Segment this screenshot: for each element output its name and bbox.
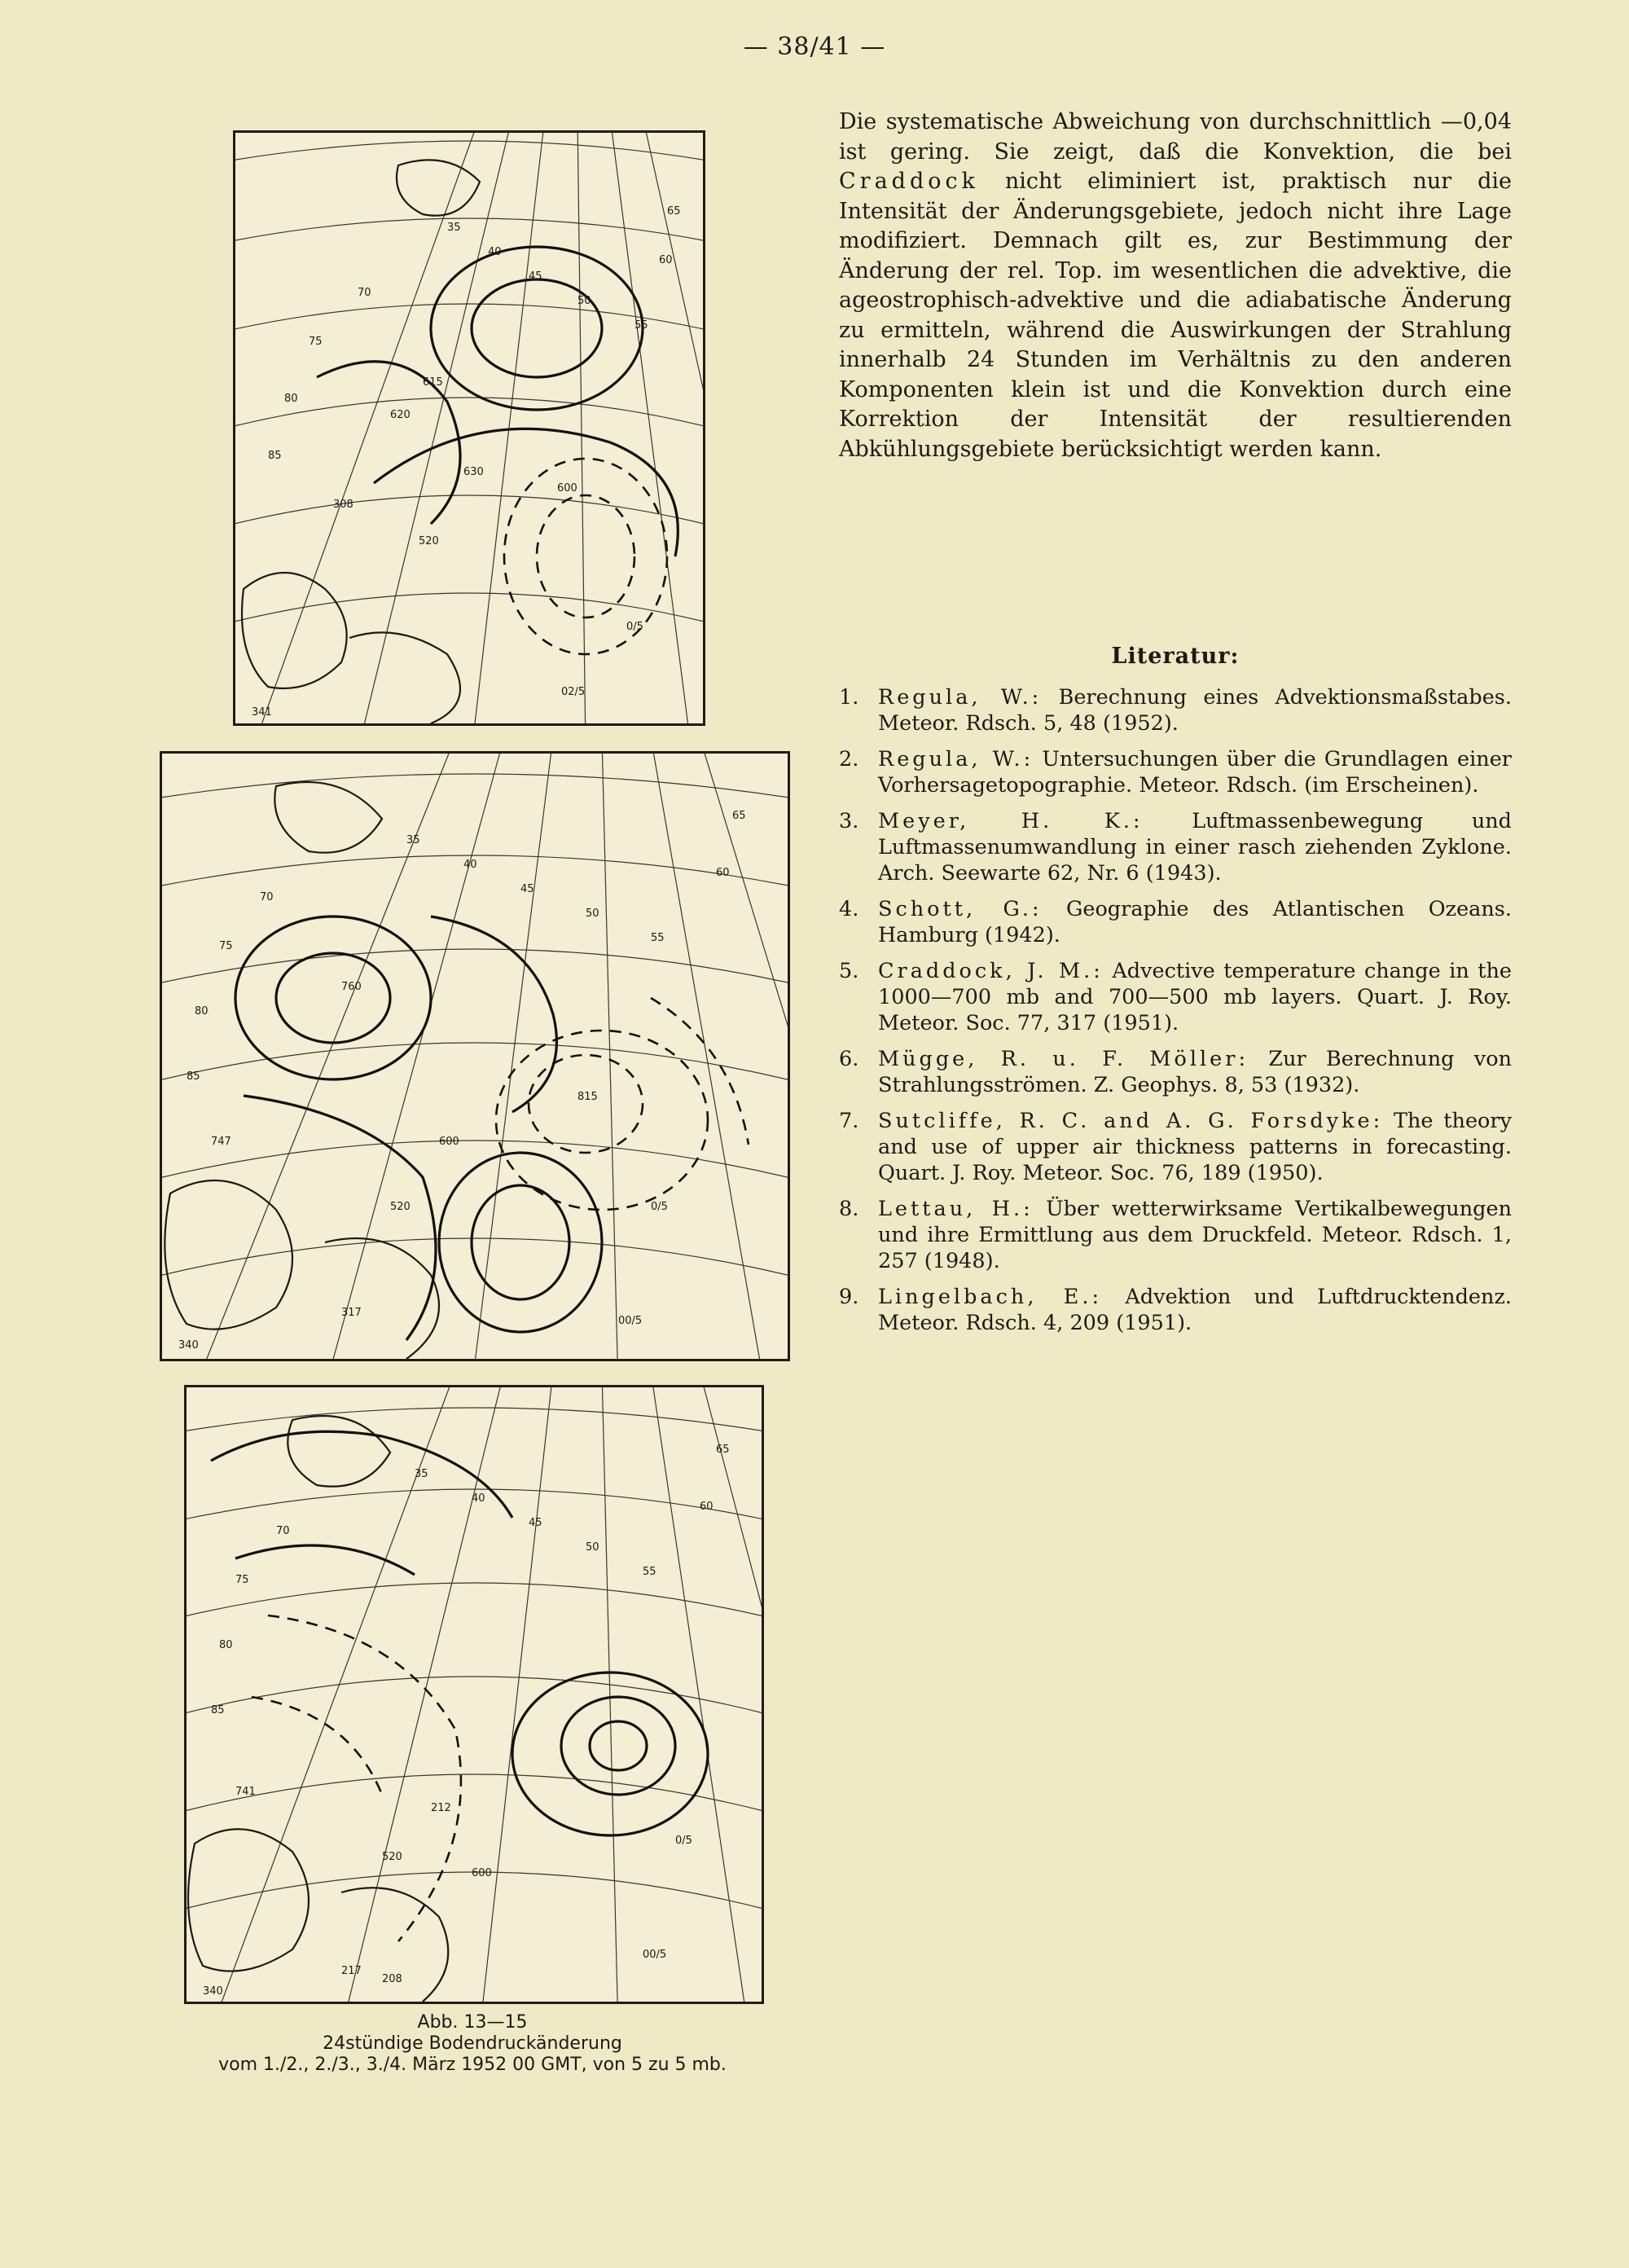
map-label: 55 [643, 1566, 656, 1578]
pressure-change-map-3 [184, 1385, 764, 2004]
map-1-svg [235, 133, 703, 723]
latitude-line [235, 495, 703, 532]
latitude-line [187, 1408, 762, 1436]
isallobar-high [537, 495, 634, 618]
map-label: 65 [716, 1444, 730, 1456]
reference-text: Über wetterwirksame Vertikalbewegungen und ihre Ermittlung aus dem Druckfeld. Meteor. Rdsch. 1, 257 (1948). [878, 1197, 1512, 1273]
map-label: 60 [716, 867, 730, 879]
reference-item [839, 1046, 1512, 1098]
meridian-line [602, 1387, 618, 2002]
map-label: 308 [333, 499, 353, 511]
isallobar-low [276, 953, 390, 1043]
map-label: 55 [651, 932, 665, 944]
latitude-line [235, 218, 703, 247]
map-label: 00/5 [618, 1315, 643, 1327]
isallobar-high [496, 1031, 708, 1210]
reference-text: Advective temperature change in the 1000—700 mb and 700—500 mb layers. Quart. J. Roy. Meteor. Soc. 77, 317 (1951). [878, 959, 1513, 1035]
coastline [288, 1416, 390, 1487]
map-label: 55 [634, 319, 648, 332]
reference-number: 7. [839, 1109, 859, 1133]
reference-author: Craddock, J. M.: [878, 959, 1104, 983]
page-number: — 38/41 — [743, 33, 886, 61]
map-label: 80 [195, 1005, 209, 1018]
coastline [274, 782, 382, 853]
map-label: 212 [431, 1802, 451, 1814]
pressure-change-map-1 [233, 130, 705, 726]
isallobar-low [590, 1721, 647, 1770]
reference-author: Sutcliffe, R. C. and A. G. Forsdyke: [878, 1109, 1384, 1133]
map-label: 60 [659, 254, 673, 266]
caption-title: Abb. 13—15 [417, 2012, 528, 2033]
reference-number: 3. [839, 809, 859, 833]
map-label: 75 [309, 336, 323, 348]
paragraph-text-end: nicht eliminiert ist, praktisch nur die Intensität der Änderungsgebiete, jedoch nicht ihre Lage modifiziert. Demnach gilt es, zur Bestimmung der Änderung der rel. Top. im wesentlichen die advektive, die ageostrophisch-advektive und die adiabatische Änderung zu ermitteln, während die Auswirkungen der Strahlung innerhalb 24 Stunden im Verhältnis zu den anderen Komponenten klein ist und die Konvektion durch eine Korrektion der Intensität der resultierenden Abkühlungsgebiete berücksichtigt werden kann. [839, 169, 1512, 462]
map-label: 520 [382, 1851, 402, 1863]
map-label: 520 [419, 535, 439, 547]
isallobar-low [472, 279, 602, 377]
map-label: 600 [557, 482, 577, 494]
map-label: 65 [732, 810, 746, 822]
reference-item [839, 1108, 1512, 1186]
map-label: 85 [187, 1070, 200, 1083]
map-label: 615 [423, 376, 443, 389]
map-label: 0/5 [651, 1201, 668, 1213]
caption-subtitle: 24stündige Bodendruckänderung [323, 2033, 622, 2054]
reference-number: 9. [839, 1285, 859, 1309]
reference-item [839, 1196, 1512, 1274]
map-label: 80 [284, 393, 298, 405]
pressure-change-map-2 [160, 751, 790, 1361]
map-label: 520 [390, 1201, 411, 1213]
reference-number: 6. [839, 1047, 859, 1071]
map-label: 00/5 [643, 1949, 667, 1961]
reference-item [839, 684, 1512, 736]
meridian-line [472, 754, 553, 1359]
coastline [188, 1829, 309, 1971]
isallobar [431, 916, 556, 1112]
coastline [242, 573, 347, 688]
meridian-line [610, 133, 692, 723]
meridian-line [252, 133, 480, 723]
map-label: 65 [667, 205, 681, 218]
map-label: 0/5 [626, 621, 643, 633]
reference-list [839, 684, 1512, 1346]
map-2-svg [162, 754, 788, 1359]
map-label: 40 [472, 1492, 485, 1505]
reference-text: Zur Berechnung von Strahlungsströmen. Z. Geophys. 8, 53 (1932). [878, 1047, 1512, 1097]
reference-number: 2. [839, 747, 859, 771]
map-label: 620 [390, 409, 411, 421]
isallobar [244, 1096, 436, 1340]
map-label: 747 [211, 1136, 231, 1148]
map-label: 80 [219, 1639, 233, 1651]
isallobar-low [472, 1185, 569, 1299]
map-label: 340 [203, 1985, 223, 1998]
reference-author: Meyer, H. K.: [878, 809, 1144, 833]
reference-author: Lingelbach, E.: [878, 1285, 1103, 1309]
map-label: 760 [341, 981, 362, 993]
map-label: 70 [358, 287, 371, 299]
reference-item [839, 896, 1512, 948]
coastline [397, 160, 480, 215]
map-label: 35 [415, 1468, 428, 1480]
map-label: 50 [577, 295, 591, 307]
map-label: 45 [529, 270, 542, 283]
map-label: 70 [260, 891, 274, 903]
map-label: 60 [700, 1501, 714, 1513]
reference-item [839, 808, 1512, 886]
reference-item [839, 958, 1512, 1036]
map-label: 02/5 [561, 686, 586, 698]
reference-number: 5. [839, 959, 859, 983]
latitude-line [235, 398, 703, 434]
coastline [349, 632, 460, 723]
reference-text: Luftmassenbewegung und Luftmassenumwandlung in einer rasch ziehenden Zyklone. Arch. Seewarte 62, Nr. 6 (1943). [878, 809, 1512, 886]
map-label: 40 [488, 246, 502, 258]
map-label: 85 [268, 450, 282, 462]
meridian-line [700, 754, 788, 1324]
latitude-line [187, 1583, 762, 1624]
meridian-line [643, 133, 703, 703]
reference-text: Berechnung eines Advektionsmaßstabes. Meteor. Rdsch. 5, 48 (1952). [878, 685, 1512, 736]
map-3-svg [187, 1387, 762, 2002]
map-label: 35 [447, 222, 461, 234]
meridian-line [651, 754, 765, 1359]
map-label: 35 [406, 834, 420, 846]
map-label: 75 [235, 1574, 249, 1586]
map-label: 815 [577, 1091, 598, 1103]
coastline [325, 1238, 439, 1359]
map-label: 40 [463, 859, 477, 871]
map-label: 600 [439, 1136, 459, 1148]
map-label: 50 [586, 1541, 599, 1554]
reference-number: 4. [839, 897, 859, 921]
map-label: 75 [219, 940, 233, 952]
isallobar-low [561, 1697, 675, 1795]
body-paragraph [839, 108, 1512, 464]
caption-detail: vom 1./2., 2./3., 3./4. März 1952 00 GMT, von 5 zu 5 mb. [218, 2055, 727, 2075]
reference-author: Schott, G.: [878, 897, 1043, 921]
map-label: 70 [276, 1525, 290, 1537]
meridian-line [700, 1387, 762, 1958]
reference-text: Geographie des Atlantischen Ozeans. Hamburg (1942). [878, 897, 1513, 947]
map-label: 317 [341, 1307, 362, 1319]
isallobar [211, 1431, 512, 1518]
map-label: 741 [235, 1786, 256, 1798]
coastline [165, 1180, 292, 1330]
isallobar [235, 1545, 415, 1575]
reference-author: Regula, W.: [878, 685, 1043, 710]
map-label: 50 [586, 908, 599, 920]
map-label: 630 [463, 466, 484, 478]
reference-text: Advektion und Luftdrucktendenz. Meteor. Rdsch. 4, 209 (1951). [878, 1285, 1512, 1335]
latitude-line [187, 1774, 762, 1819]
reference-number: 8. [839, 1197, 859, 1221]
literature-heading: Literatur: [1111, 644, 1240, 669]
reference-author: Lettau, H.: [878, 1197, 1034, 1221]
latitude-line [187, 1677, 762, 1721]
isallobar-high [529, 1055, 643, 1153]
cited-author: Craddock [839, 169, 979, 194]
map-label: 45 [520, 883, 534, 895]
isallobar-low [235, 916, 431, 1079]
latitude-line [235, 304, 703, 336]
isallobar-high [651, 998, 749, 1145]
reference-item [839, 1284, 1512, 1336]
figure-caption [155, 2012, 790, 2076]
latitude-line [162, 774, 788, 802]
map-label: 217 [341, 1965, 362, 1977]
reference-number: 1. [839, 685, 859, 710]
meridian-line [577, 133, 586, 723]
paragraph-text-start: Die systematische Abweichung von durchschnittlich —0,04 ist gering. Sie zeigt, daß die Konvektion, die bei [839, 109, 1512, 165]
reference-text: The theory and use of upper air thickness patterns in forecasting. Quart. J. Roy. Meteor. Soc. 76, 189 (1950). [878, 1109, 1512, 1185]
map-label: 85 [211, 1704, 225, 1716]
meridian-line [602, 754, 618, 1359]
map-label: 600 [472, 1867, 492, 1879]
reference-text: Untersuchungen über die Grundlagen einer Vorhersagetopographie. Meteor. Rdsch. (im Erscheinen). [878, 747, 1512, 798]
map-label: 45 [529, 1517, 542, 1529]
map-label: 340 [178, 1339, 199, 1352]
map-label: 341 [252, 706, 272, 719]
reference-author: Regula, W.: [878, 747, 1034, 771]
reference-author: Mügge, R. u. F. Möller: [878, 1047, 1249, 1071]
map-label: 0/5 [675, 1835, 692, 1847]
reference-item [839, 746, 1512, 798]
map-label: 208 [382, 1973, 402, 1985]
meridian-line [651, 1387, 749, 2002]
